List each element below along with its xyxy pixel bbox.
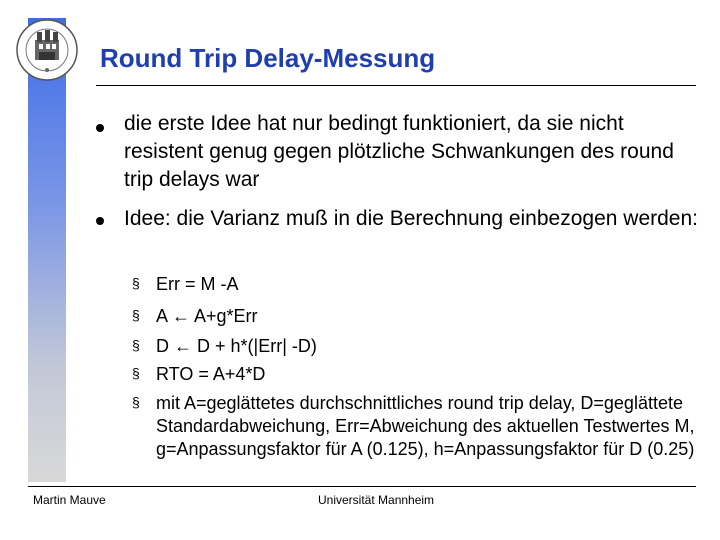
bullet-text: die erste Idee hat nur bedingt funktioniert, da sie nicht resistent genug gegen plötzliche Schwankungen des round trip delays war bbox=[124, 112, 674, 191]
sub-bullet-text: Err = M -A bbox=[156, 274, 239, 294]
bullet-icon bbox=[96, 217, 104, 225]
bullet-icon bbox=[96, 124, 104, 132]
sub-bullet-marker: § bbox=[132, 307, 140, 323]
sub-bullet-text: A ← A+g*Err bbox=[156, 306, 258, 326]
title-divider bbox=[96, 85, 696, 86]
sub-bullet-text: RTO = A+4*D bbox=[156, 364, 266, 384]
footer-divider bbox=[28, 486, 696, 487]
sub-bullet-text: D ← D + h*(|Err| -D) bbox=[156, 336, 317, 356]
footer-author: Martin Mauve bbox=[33, 493, 106, 507]
sub-bullet-marker: § bbox=[132, 365, 140, 381]
sub-bullet-marker: § bbox=[132, 337, 140, 353]
sub-bullet-marker: § bbox=[132, 394, 140, 410]
university-seal-icon bbox=[15, 18, 79, 82]
footer-institution: Universität Mannheim bbox=[318, 493, 435, 507]
sidebar-gradient-bar bbox=[28, 18, 66, 482]
sub-bullet-text: mit A=geglättetes durchschnittliches round trip delay, D=geglättete Standardabweichung, Err=Abweichung des aktuellen Testwertes M, g=Anpassungsfaktor für A (0.125), h=Anpassungsfaktor für D (0.25) bbox=[156, 393, 695, 459]
slide-title: Round Trip Delay-Messung bbox=[100, 43, 436, 73]
sub-bullet-marker: § bbox=[132, 275, 140, 291]
bullet-text: Idee: die Varianz muß in die Berechnung einbezogen werden: bbox=[124, 207, 698, 230]
